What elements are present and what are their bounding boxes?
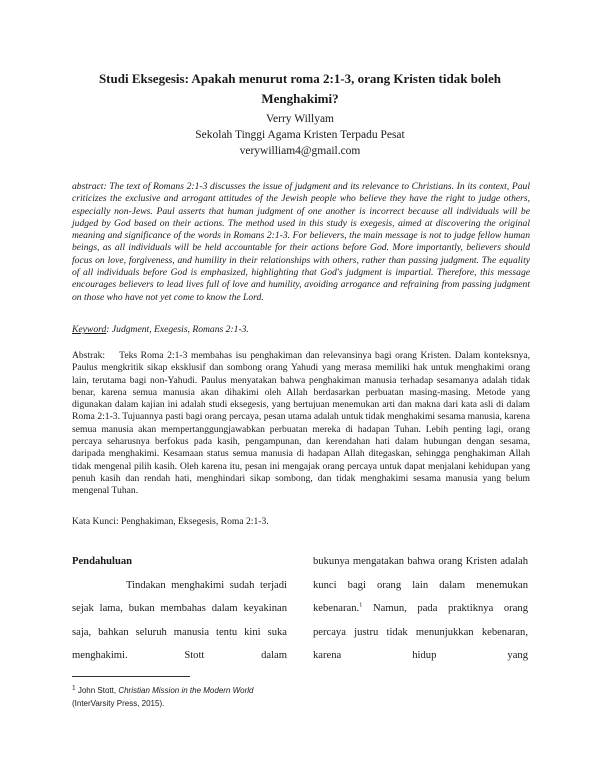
footnote xyxy=(72,684,372,710)
author-block xyxy=(60,111,540,159)
keywords-english-label: Keyword xyxy=(72,324,107,335)
body-column-left xyxy=(72,550,287,668)
body-paragraph-right xyxy=(313,550,528,668)
section-heading: Pendahuluan xyxy=(72,556,133,567)
author-affiliation: Sekolah Tinggi Agama Kristen Terpadu Pesat xyxy=(195,129,405,141)
abstract-indonesian xyxy=(72,350,530,498)
footnote-publisher: (InterVarsity Press, 2015). xyxy=(72,699,165,708)
keywords-english-text: : Judgment, Exegesis, Romans 2:1-3. xyxy=(106,324,249,335)
abstract-indonesian-text: Teks Roma 2:1-3 membahas isu penghakiman dan relevansinya bagi orang Kristen. Dalam konteksnya, Paulus mengkritik sikap eksklusif dan sombong orang Yahudi yang merasa memiliki hak untuk menghakimi orang lain, terutama bagi non-Yahudi. Paulus menyatakan bahwa penghakiman manusia terhadap sesamanya adalah tidak benar, karena semua manusia akan dihakimi oleh Allah berdasarkan perbuatan masing-masing. Metode yang digunakan dalam kajian ini adalah studi eksegesis, yang bertujuan menemukan arti dan makna dari kata asli di dalam Roma 2:1-3. Tujuannya pasti bagi orang percaya, pesan utama adalah untuk tidak menghakimi sesama manusia, karena semua manusia akan mempertanggungjawabkan perbuatan mereka di hadapan Tuhan. Lebih penting lagi, orang percaya seharusnya berfokus pada kasih, pengampunan, dan kerendahan hati dalam hubungan dengan sesama, daripada menghakimi. Kesamaan status semua manusia di hadapan Allah ditegaskan, sehingga penghakiman Allah tidak mengenal pilih kasih. Oleh karena itu, pesan ini mengajak orang percaya untuk dapat menjalani kehidupan yang penuh kasih dan rendah hati, menghindari sikap sombong, dan tidak menghakimi sesama manusia yang belum mengenal Tuhan. xyxy=(72,350,530,497)
body-text-right-1: bukunya mengatakan bahwa orang Kristen adalah kunci bagi orang lain dalam menemukan kebenaran. xyxy=(313,556,528,614)
paper-title: Studi Eksegesis: Apakah menurut roma 2:1-3, orang Kristen tidak boleh Menghakimi? xyxy=(98,71,502,106)
footnote-book-title: Christian Mission in the Modern World xyxy=(118,686,254,695)
body-text-right-2: Namun, pada praktiknya orang percaya justru tidak menunjukkan kebenaran, karena hidup yang xyxy=(313,603,528,661)
abstract-indonesian-label: Abstrak: xyxy=(72,350,106,361)
abstract-english xyxy=(72,181,530,304)
footnote-author: John Stott, xyxy=(75,686,119,695)
footnote-reference: 1 xyxy=(359,601,363,609)
body-column-right xyxy=(313,550,528,668)
footnote-number: 1 xyxy=(72,684,76,692)
body-paragraph-left: Tindakan menghakimi sudah terjadi sejak lama, bukan membahas dalam keyakinan saja, bahkan seluruh manusia tentu kini suka menghakimi. Stott dalam xyxy=(72,579,287,661)
abstract-english-text: The text of Romans 2:1-3 discusses the issue of judgment and its relevance to Christians. In its context, Paul criticizes the exclusive and arrogant attitudes of the Jewish people who believe they have the right to judge others, especially non-Jews. Paul asserts that human judgment of one another is incorrect because all individuals will be judged by God based on their actions. The method used in this study is exegesis, aimed at discovering the original meaning and significance of the words in Romans 2:1-3. For believers, the main message is not to judge fellow human beings, as all individuals will be held accountable for their actions before God. More importantly, believers should focus on love, forgiveness, and humility in their relationships with others, rather than passing judgment. The equality of all individuals before God is emphasized, highlighting that God's judgment is impartial. Therefore, this message encourages believers to lead lives full of love and humility, avoiding arrogance and refraining from passing judgment on those who have not yet come to know the Lord. xyxy=(72,181,530,303)
footnote-divider xyxy=(72,676,190,677)
keywords-english xyxy=(72,324,530,335)
author-name: Verry Willyam xyxy=(266,113,334,125)
abstract-english-label: abstract: xyxy=(72,181,107,192)
keywords-indonesian: Kata Kunci: Penghakiman, Eksegesis, Roma 2:1-3. xyxy=(72,516,269,527)
author-email: verywilliam4@gmail.com xyxy=(239,145,361,157)
